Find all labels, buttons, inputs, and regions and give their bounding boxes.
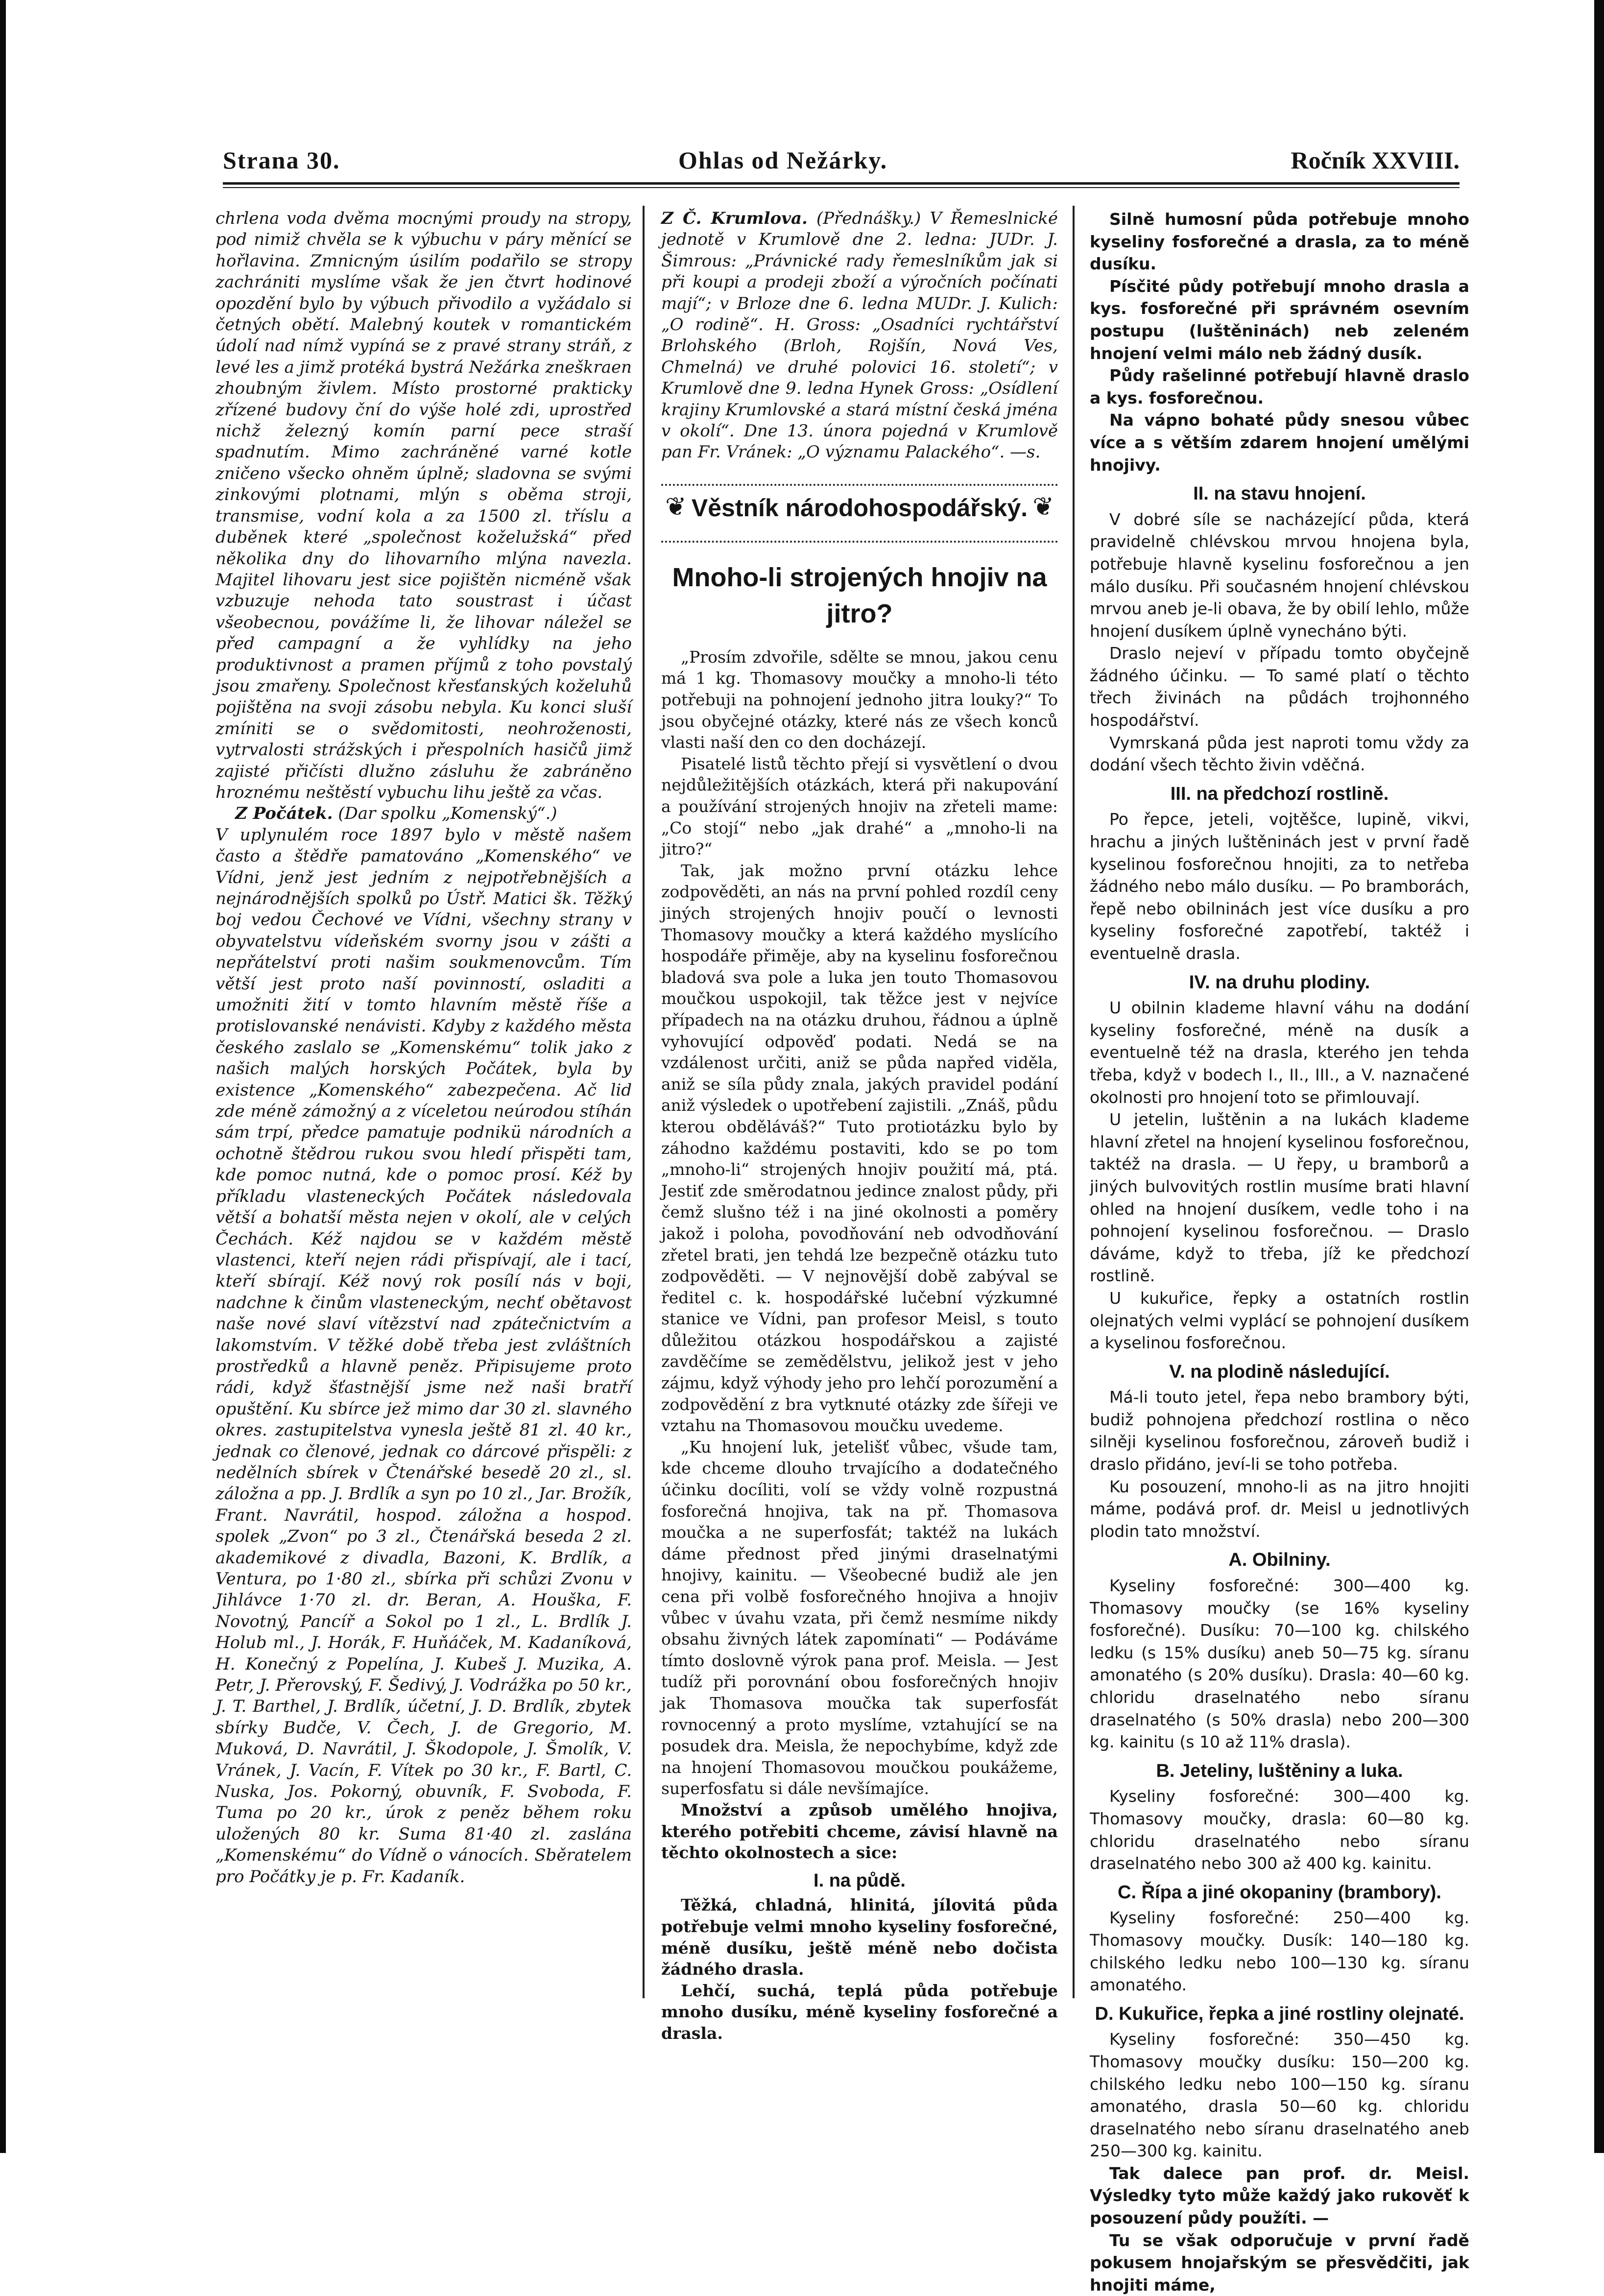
article-paragraph: Tak dalece pan prof. dr. Meisl. Výsledky tyto může každý jako rukověť k posouzení půdy použíti. — bbox=[1090, 2163, 1469, 2228]
article-paragraph: U obilnin klademe hlavní váhu na dodání kyseliny fosforečné, méně na dusík a eventuelně též na drasla, kterého jen tehda třeba, když v bodech I., II., III., a V. naznačené okolnosti pro hnojení toto se přimlouvají. bbox=[1090, 998, 1469, 1107]
volume-number: Ročník XXVIII. bbox=[1291, 146, 1460, 174]
subsection-heading: IV. na druhu plodiny. bbox=[1189, 972, 1370, 993]
column-2 bbox=[661, 208, 1058, 2044]
article-title: Mnoho-li strojených hnojiv na jitro? bbox=[672, 562, 1047, 628]
page-number: Strana 30. bbox=[223, 146, 340, 174]
column-divider bbox=[643, 206, 645, 1998]
article-paragraph: Silně humosní půda potřebuje mnoho kyseliny fosforečné a drasla, za to méně dusíku. bbox=[1090, 210, 1469, 274]
article-paragraph: Tu se však odporučuje v první řadě pokusem hnojařským se přesvědčiti, jak hnojiti máme, bbox=[1090, 2230, 1469, 2295]
column-divider bbox=[1073, 206, 1075, 1998]
article-paragraph: Těžká, chladná, hlinitá, jílovitá půda potřebuje velmi mnoho kyseliny fosforečné, méně dusíku, ještě méně nebo dočista žádného draslа. bbox=[661, 1895, 1058, 1979]
subsection-heading: C. Řípa a jiné okopaniny (brambory). bbox=[1118, 1882, 1441, 1903]
article-paragraph: U jetelin, luštěnin a na lukách klademe hlavní zřetel na hnojení kyselinou fosforečnou, taktéž na drasla. — U řepy, u bramborů a jiných bulvovitých rostlin musíme brati hlavní ohled na hnojení dusíkem, vedle toho i na pohnojení kyselinou fosforečnou. — Draslo dáváme, když to třeba, jíž ke předchozí rostlině. bbox=[1090, 1110, 1469, 1286]
header-rule-thin bbox=[223, 187, 1460, 188]
ornament-icon: ❦ bbox=[1032, 492, 1054, 522]
article-paragraph: Ku posouzení, mnoho-li as na jitro hnojiti máme, podává prof. dr. Meisl u jednotlivých plodin tato množství. bbox=[1090, 1477, 1469, 1541]
article-heading: Z Počátek. bbox=[235, 804, 333, 824]
section-banner bbox=[661, 484, 1058, 543]
article-paragraph: U kukuřice, řepky a ostatních rostlin olejnatých velmi vyplácí se pohnojení dusíkem a kyselinou fosforečnou. bbox=[1090, 1288, 1469, 1353]
article-paragraph: Písčité půdy potřebují mnoho drasla a kys. fosforečné při správném osevním postupu (luštěninách) neb zeleném hnojení velmi málo neb žádný dusík. bbox=[1090, 276, 1469, 363]
article-paragraph: Na vápno bohaté půdy snesou vůbec více a s větším zdarem hnojení umělými hnojivy. bbox=[1090, 410, 1469, 475]
article-paragraph: Po řepce, jeteli, vojtěšce, lupině, vikvi, hrachu a jiných luštěninách jest v první řadě kyselinou fosforečnou hnojiti, za to netřeba žádného nebo málo dusíku. — Po bramborách, řepě nebo obilninách jest více dusíku a pro kyseliny fosforečné zapotřebí, taktéž i eventuelně drasla. bbox=[1090, 810, 1469, 963]
subsection-heading: B. Jeteliny, luštěniny a luka. bbox=[1156, 1760, 1403, 1781]
article-paragraph: V Řemeslnické jednotě v Krumlově dne 2. ledna: JUDr. J. Šimrous: „Právnické rady řemeslníkům jak si při koupi a prodeji zboží a výročních počínati mají“; v Brloze dne 6. ledna MUDr. J. Kulich: „O rodině“. H. Gross: „Osadníci rychtářství Brlohského (Brloh, Rojšín, Nová Ves, Chmelná) ve druhé polovici 16. století“; v Krumlově dne 9. ledna Hynek Gross: „Osídlení krajiny Krumlovské a stará místní česká jména v okolí“. Dne 13. února pojedná v Krumlově pan Fr. Vránek: „O významu Palackého“. —s. bbox=[661, 209, 1058, 462]
article-paragraph: Množství a způsob umělého hnojiva, kterého potřebiti chceme, závisí hlavně na těchto okolnostech a sice: bbox=[661, 1800, 1058, 1863]
article-subheading: (Přednášky.) bbox=[816, 209, 921, 228]
header-rule bbox=[223, 182, 1460, 185]
article-paragraph: chrlena voda dvěma mocnými proudy na stropy, pod nimiž chvěla se k výbuchu v páry měnící se hořlavina. Zmnicným úsilím podařilo se stropy zachrániti myslíme však že jen čtvrt hodinové opozdění bylo by výbuch přivodilo a vyžádalo si četných obětí. Malebný koutek v romantickém údolí nad nímž vypíná se z pravé strany stráň, z levé les a jimž protéká bystrá Nežárka zneškraen zhoubným živlem. Místo prostorné prakticky zřízené budovy ční do výše holé zdi, uprostřed nichž železný komín parní pece straší spadnutím. Mimo zachráněné varné kotle zničeno všecko ohněm úplně; sladovna se svými zinkovými plotnami, mlýn s oběma stroji, transmise, vodní kola a za 1500 zl. tříslu a duběnek které „společnost koželužská“ před několika dny do lihovarního mlýna navezla. Majitel lihovaru jest sice pojištěn nicméně však vzbuzuje nehoda tato soustrast i účast všeobecnou, povážíme li, že lihovar náležel se před campagní a že vyhlídky na jeho produktivnost a pramen příjmů z toho povstalý jsou zmařeny. Společnost křesťanských koželuhů pojištěna na svoji zásobu nebyla. Ku konci sluší zmíniti se o svědomitosti, neohroženosti, vytrvalosti strážských i přespolních hasičů jimž zajisté přičísti dlužno zásluhu že zabráněno hroznému neštěstí vybuchu lihu ještě za včas. bbox=[215, 209, 632, 802]
article-paragraph: Kyseliny fosforečné: 350—450 kg. Thomasovy moučky dusíku: 150—200 kg. chilského ledku nebo 100—150 kg. síranu amonatého, drasla 50—60 kg. chloridu draselnatého nebo síranu draselnatého aneb 250—300 kg. kainitu. bbox=[1090, 2030, 1469, 2161]
article-heading: Z Č. Krumlova. bbox=[661, 209, 808, 228]
article-pocatky bbox=[215, 803, 632, 824]
article-paragraph: Kyseliny fosforečné: 300—400 kg. Thomasovy moučky (se 16% kyseliny fosforečné). Dusíku: 70—100 kg. chilského ledku (s 15% dusíku) aneb 50—75 kg. síranu amonatého (s 20% dusíku). Drasla: 40—60 kg. chloridu draselnatého nebo síranu draselnatého (s 50% drasla) nebo 200—300 kg. kainitu (s 10 až 11% drasla). bbox=[1090, 1576, 1469, 1752]
article-paragraph: „Ku hnojení luk, jetelišť vůbec, všude tam, kde chceme dlouho trvajícího a dodatečného účinku docíliti, volí se vždy volně rozpustná fosforečná hnojiva, tak na př. Thomasova moučka a ne superfosfát; taktéž na lukách dáme přednost před jinými draselnatými hnojivy, kainitu. — Všeobecné budiž ale jen cena při volbě fosforečného hnojiva a hnojiv vůbec v úvahu vzata, při čemž nesmíme nikdy obsahu živných látek zapomínati“ — Podáváme tímto doslovně výrok pana prof. Meisla. — Jest tudíž při porovnání obou fosforečných hnojiv jak Thomasova moučka tak superfosfát rovnocenný a proto myslíme, vztahující se na posudek dra. Meisla, že nepochybíme, když zde na hnojení Thomasovou moučkou poukážeme, superfosfatu si dále nevšímajíce. bbox=[661, 1437, 1058, 1798]
article-paragraph: Lehčí, suchá, teplá půda potřebuje mnoho dusíku, méně kyseliny fosforečné a drasla. bbox=[661, 1981, 1058, 2043]
article-subheading: (Dar spolku „Komenský“.) bbox=[338, 804, 557, 824]
scan-edge-right bbox=[1594, 0, 1604, 2153]
subsection-heading: V. na plodině následující. bbox=[1169, 1361, 1390, 1382]
masthead-title: Ohlas od Nežárky. bbox=[678, 146, 888, 174]
page-header bbox=[223, 146, 1460, 180]
subsection-heading: D. Kukuřice, řepka a jiné rostliny olejnaté. bbox=[1095, 2003, 1464, 2024]
article-paragraph: Kyseliny fosforečné: 250—400 kg. Thomasovy moučky. Dusík: 140—180 kg. chilského ledku nebo 100—130 kg. síranu amonatého. bbox=[1090, 1908, 1469, 1995]
article-paragraph: Kyseliny fosforečné: 300—400 kg. Thomasovy moučky, drasla: 60—80 kg. chloridu draselnatého nebo síranu draselnatého nebo 300 až 400 kg. kainitu. bbox=[1090, 1787, 1469, 1873]
article-paragraph: Vymrskaná půda jest naproti tomu vždy za dodání všech těchto živin vděčná. bbox=[1090, 733, 1469, 775]
article-paragraph: V dobré síle se nacházející půda, která pravidelně chlévskou mrvou hnojena byla, potřebuje hlavně kyselinu fosforečnou a jen málo dusíku. Při současném hnojení chlévskou mrvou aneb je-li obava, že by obilí lehlo, může hnojení dusíkem úplně vynecháno býti. bbox=[1090, 509, 1469, 641]
article-paragraph: Draslo nejeví v případu tomto obyčejně žádného účinku. — To samé platí o těchto třech živinách na půdách trojhonného hospodářství. bbox=[1090, 644, 1469, 730]
subsection-heading: I. na půdě. bbox=[814, 1870, 906, 1891]
article-paragraph: Půdy rašelinné potřebují hlavně draslo a kys. fosforečnou. bbox=[1090, 366, 1469, 407]
subsection-heading: II. na stavu hnojení. bbox=[1193, 483, 1366, 504]
article-paragraph: „Prosím zdvořile, sdělte se mnou, jakou cenu má 1 kg. Thomasovy moučky a mnoho-li této potřebuji na pohnojení jednoho jitra louky?“ To jsou obyčejné otázky, které nás ze všech konců vlasti naší den co den docházejí. bbox=[661, 647, 1058, 752]
subsection-heading: A. Obilniny. bbox=[1228, 1550, 1331, 1571]
article-paragraph: V uplynulém roce 1897 bylo v městě našem často a štědře pamatováno „Komenského“ ve Vídni, jenž jest jedním z nejpotřebnějších a nejnárodnějších spolků po Ústř. Matici šk. Těžký boj vedou Čechové ve Vídni, všechny strany v obyvatelstvu vídeňském svorny jsou v zášti a nepřátelství proti našim soukmenovcům. Tím větší jest proto naší povinností, osladiti a umožniti žití v tomto hlavním městě říše a protislovanské nenávisti. Kdyby z každého města českého zaslalo se „Komenskému“ tolik jako z našich malých horských Počátek, byla by existence „Komenského“ zabezpečena. Ač lid zde méně zámožný a z víceletou neúrodou stíhán sám trpí, předce pamatuje podnikü národních a ochotně štědrou rukou svou hledí přispěti tam, kde pomoc nutná, kde o pomoc prosí. Kéž by příkladu vlasteneckých Počátek následovala větší a bohatší města nejen v okolí, ale v celých Čechách. Kéž najdou se v každém městě vlastenci, kteří nejen rádi přispívají, ale i tací, kteří sbírají. Kéž nový rok posílí nás v boji, nadchne k činům vlasteneckým, nechť obětavost naše nové slaví vítězství nad zpátečnictvím a lakomstvím. V těžké době třeba jest zvláštních prostředků a hlavně peněz. Připisujeme proto rádi, když šťastnější jsme než naši bratří opuštění. Ku sbírce jež mimo dar 30 zl. slavného okres. zastupitelstva vynesla ještě 81 zl. 40 kr., jednak co členové, jednak co dárcové přispěli: z nedělních sbírek v Čtenářské besedě 20 zl., sl. záložna a pp. J. Brdlík a syn po 10 zl., Jar. Brožík, Frant. Navrátil, hospod. záložna a hospod. spolek „Zvon“ po 3 zl., Čtenářská beseda 2 zl. akademikové z divadla, Bazoni, K. Brdlík, a Ventura, po 1·80 zl., sbírka při schůzi Zvonu v Jihlávce 1·70 zl. dr. Beran, A. Houška, F. Novotný, Pancíř a Sokol po 1 zl., L. Brdlík J. Holub ml., J. Horák, F. Huňáček, M. Kadaníková, H. Konečný z Popelína, J. Kubeš J. Muzika, A. Petr, J. Přerovský, F. Šedivý, J. Vodrážka po 50 kr., J. T. Barthel, J. Brdlík, účetní, J. D. Brdlík, zbytek sbírky Budče, V. Čech, J. de Gregorio, M. Muková, D. Navrátil, J. Škodopole, J. Šmolík, V. Vránek, J. Vacín, F. Vítek po 30 kr., F. Bartl, C. Nuska, Jos. Pokorný, obuvník, F. Svoboda, F. Tuma po 20 kr., úrok z peněz během roku uložených 80 kr. Suma 81·40 zl. zaslána „Komenskému“ do Vídně o vánocích. Sběratelem pro Počátky je p. Fr. Kadaník. bbox=[215, 825, 632, 1887]
article-krumlov bbox=[661, 208, 1058, 463]
column-1 bbox=[215, 208, 632, 1888]
article-paragraph: Tak, jak možno první otázku lehce zodpověděti, an nás na první pohled rozdíl ceny jiných strojených hnojiv poučí o levnosti Thomasovy moučky a která každého myslícího hospodáře přiměje, aby na kyselinu fosforečnou bladová sva pole a luka jen touto Thomasovou moučkou uspokojil, tak těžce jest v nejvíce případech na na otázku druhou, řádnou a úplně vyhovující odpověď podati. Nedá se na vzdálenost určiti, aniž se půda napřed viděla, aniž se síla půdy znala, jakých pravidel podání aniž výsledek o upotřebení zajistili. „Znáš, půdu kterou obděláváš?“ Tuto protiotázku bylo by záhodno každému postaviti, kdo se po tom „mnoho-li“ strojených hnojiv použití má, ptá. Jestiť zde směrodatnou jedince znalost půdy, při čemž slušno též i na jiné okolnosti a poměry jakož i poloha, povodňování neb odvodňování zřetel brati, jen tehdá lze bezpečně otázku tuto zodpověděti. — V nejnovější době zabýval se ředitel c. k. hospodářské lučební výzkumné stanice ve Vídni, pan profesor Meisl, s touto důležitou otázkou hospodářskou a zajisté zavděčíme se zemědělstvu, jelikož jest v jeho zájmu, když výhody jeho pro lehčí porozumění a zodpovědění z bra vytknuté otázky zde šířeji ve vztahu na Thomasovou moučku uvedeme. bbox=[661, 861, 1058, 1435]
subsection-heading: III. na předchozí rostlině. bbox=[1170, 783, 1389, 804]
ornament-icon: ❦ bbox=[665, 492, 687, 522]
article-body bbox=[661, 646, 1058, 2044]
article-paragraph: Pisatelé listů těchto přejí si vysvětlení o dvou nejdůležitějších otázkách, která při nakupování a používání strojených hnojiv na zřeteli mame: „Co stojí“ nebo „jak drahé“ a „mnoho-li na jitro?“ bbox=[661, 754, 1058, 859]
section-title: Věstník národohospodářský. bbox=[691, 494, 1028, 522]
column-3 bbox=[1090, 208, 1469, 2296]
article-paragraph: Má-li touto jetel, řepa nebo brambory býti, budiž pohnojena předchozí rostlina o něco silněji kyselinou fosforečnou, zároveň budiž i draslo přidáno, jeví-li se toho potřeba. bbox=[1090, 1387, 1469, 1474]
